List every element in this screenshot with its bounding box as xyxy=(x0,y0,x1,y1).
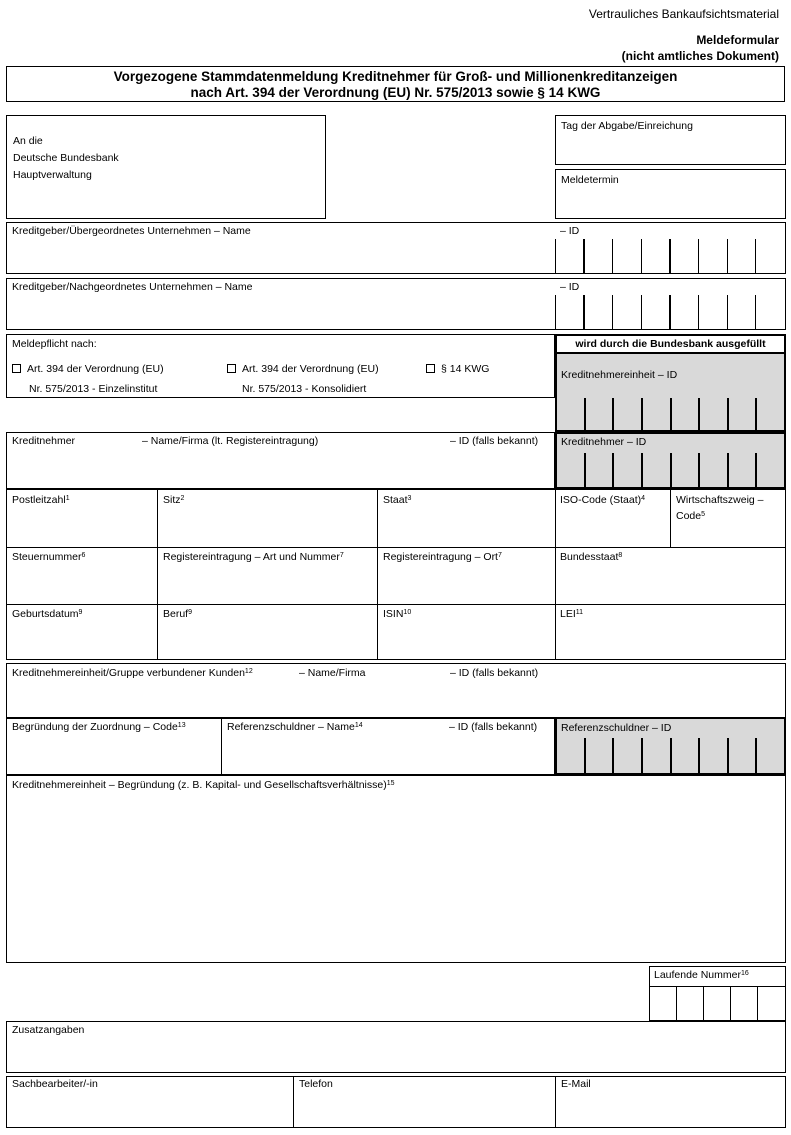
lender-sub-id-field[interactable] xyxy=(555,295,786,330)
form-type: Meldeformular xyxy=(696,33,779,47)
federal-state-field[interactable]: Bundesstaat$^8$ xyxy=(560,551,623,563)
borrower-id-bb-label: Kreditnehmer – ID xyxy=(561,436,647,448)
lender-sub-id-label: – ID xyxy=(560,281,580,293)
lender-parent-id-label: – ID xyxy=(560,225,580,237)
register-place-field[interactable]: Registereintragung – Ort$^7$ xyxy=(383,551,502,563)
reporting-date-label: Meldetermin xyxy=(561,174,619,186)
obligation-box xyxy=(6,334,555,398)
borrower-unit-name-label: – Name/Firma xyxy=(299,667,366,679)
birth-date-field[interactable]: Geburtsdatum$^9$ xyxy=(12,608,83,620)
lender-parent-name-label: Kreditgeber/Übergeordnetes Unternehmen – Name xyxy=(12,225,251,237)
contact-row xyxy=(6,1076,786,1128)
assignment-code-field[interactable]: Begründung der Zuordnung – Code$^{13}$ xyxy=(12,721,186,733)
iso-code-field[interactable]: ISO-Code (Staat)$^4$ xyxy=(560,494,646,506)
country-field[interactable]: Staat$^3$ xyxy=(383,494,412,506)
obligation-option-single-line2: Nr. 575/2013 - Einzelinstitut xyxy=(29,383,158,395)
justification-field[interactable] xyxy=(6,775,786,963)
unit-id-field[interactable] xyxy=(555,354,786,432)
borrower-unit-row[interactable] xyxy=(6,663,786,718)
borrower-name-label: – Name/Firma (lt. Registereintragung) xyxy=(142,435,319,447)
address-line3: Hauptverwaltung xyxy=(13,169,92,181)
bundesbank-header: wird durch die Bundesbank ausgefüllt xyxy=(555,334,786,354)
sector-code-field[interactable]: Wirtschaftszweig – xyxy=(676,494,764,506)
title-box xyxy=(6,66,785,102)
title-line2: nach Art. 394 der Verordnung (EU) Nr. 575/2013 sowie § 14 KWG xyxy=(190,85,601,100)
address-line1: An die xyxy=(13,135,43,147)
reference-debtor-id-field[interactable] xyxy=(555,717,786,775)
address-box xyxy=(6,115,326,219)
details-grid xyxy=(6,489,786,660)
borrower-id-label: – ID (falls bekannt) xyxy=(450,435,539,447)
additional-info-label: Zusatzangaben xyxy=(12,1024,85,1036)
borrower-label: Kreditnehmer xyxy=(12,435,76,447)
borrower-id-field[interactable] xyxy=(555,432,786,489)
unit-id-label: Kreditnehmereinheit – ID xyxy=(561,369,678,381)
borrower-unit-id-label: – ID (falls bekannt) xyxy=(450,667,539,679)
form-note: (nicht amtliches Dokument) xyxy=(621,49,779,63)
email-field[interactable]: E-Mail xyxy=(561,1078,591,1090)
obligation-option-kwg[interactable]: § 14 KWG xyxy=(426,363,489,376)
reference-debtor-bb-label: Referenzschuldner – ID xyxy=(561,722,672,734)
title-line1: Vorgezogene Stammdatenmeldung Kreditnehmer für Groß- und Millionenkreditanzeigen xyxy=(113,69,678,84)
lei-field[interactable]: LEI$^{11}$ xyxy=(560,608,584,620)
tax-number-field[interactable]: Steuernummer$^6$ xyxy=(12,551,86,563)
confidential-note: Vertrauliches Bankaufsichtsmaterial xyxy=(588,7,779,21)
phone-field[interactable]: Telefon xyxy=(299,1078,333,1090)
reference-debtor-id-label: – ID (falls bekannt) xyxy=(449,721,538,733)
justification-label: Kreditnehmereinheit – Begründung (z. B. Kapital- und Gesellschaftsverhältnisse)$^{15}$ xyxy=(12,779,395,791)
reporting-date-field[interactable] xyxy=(555,169,786,219)
obligation-option-consolidated[interactable]: Art. 394 der Verordnung (EU) xyxy=(227,363,379,376)
submission-date-field[interactable] xyxy=(555,115,786,165)
seat-field[interactable]: Sitz$^2$ xyxy=(163,494,185,506)
clerk-field[interactable]: Sachbearbeiter/-in xyxy=(12,1078,98,1090)
occupation-field[interactable]: Beruf$^9$ xyxy=(163,608,193,620)
submission-date-label: Tag der Abgabe/Einreichung xyxy=(561,120,693,132)
obligation-label: Meldepflicht nach: xyxy=(12,338,97,350)
borrower-unit-label: Kreditnehmereinheit/Gruppe verbundener Kunden$^{12}$ xyxy=(12,667,253,679)
borrower-row xyxy=(6,432,555,489)
lender-sub-name-label: Kreditgeber/Nachgeordnetes Unternehmen – Name xyxy=(12,281,253,293)
address-line2: Deutsche Bundesbank xyxy=(13,152,119,164)
checkbox-kwg-icon[interactable] xyxy=(426,364,435,373)
running-number-field[interactable] xyxy=(649,966,786,1021)
lender-parent-id-field[interactable] xyxy=(555,239,786,274)
additional-info-field[interactable] xyxy=(6,1021,786,1073)
isin-field[interactable]: ISIN$^{10}$ xyxy=(383,608,412,620)
obligation-option-consolidated-line2: Nr. 575/2013 - Konsolidiert xyxy=(242,383,367,395)
running-number-label: Laufende Nummer$^{16}$ xyxy=(654,969,749,981)
postcode-field[interactable]: Postleitzahl$^1$ xyxy=(12,494,70,506)
obligation-option-single[interactable]: Art. 394 der Verordnung (EU) xyxy=(12,363,164,376)
register-type-field[interactable]: Registereintragung – Art und Nummer$^7$ xyxy=(163,551,344,563)
sector-code-line2: Code$^5$ xyxy=(676,510,706,522)
reference-debtor-name-field[interactable]: Referenzschuldner – Name$^{14}$ xyxy=(227,721,363,733)
checkbox-single-icon[interactable] xyxy=(12,364,21,373)
checkbox-consolidated-icon[interactable] xyxy=(227,364,236,373)
